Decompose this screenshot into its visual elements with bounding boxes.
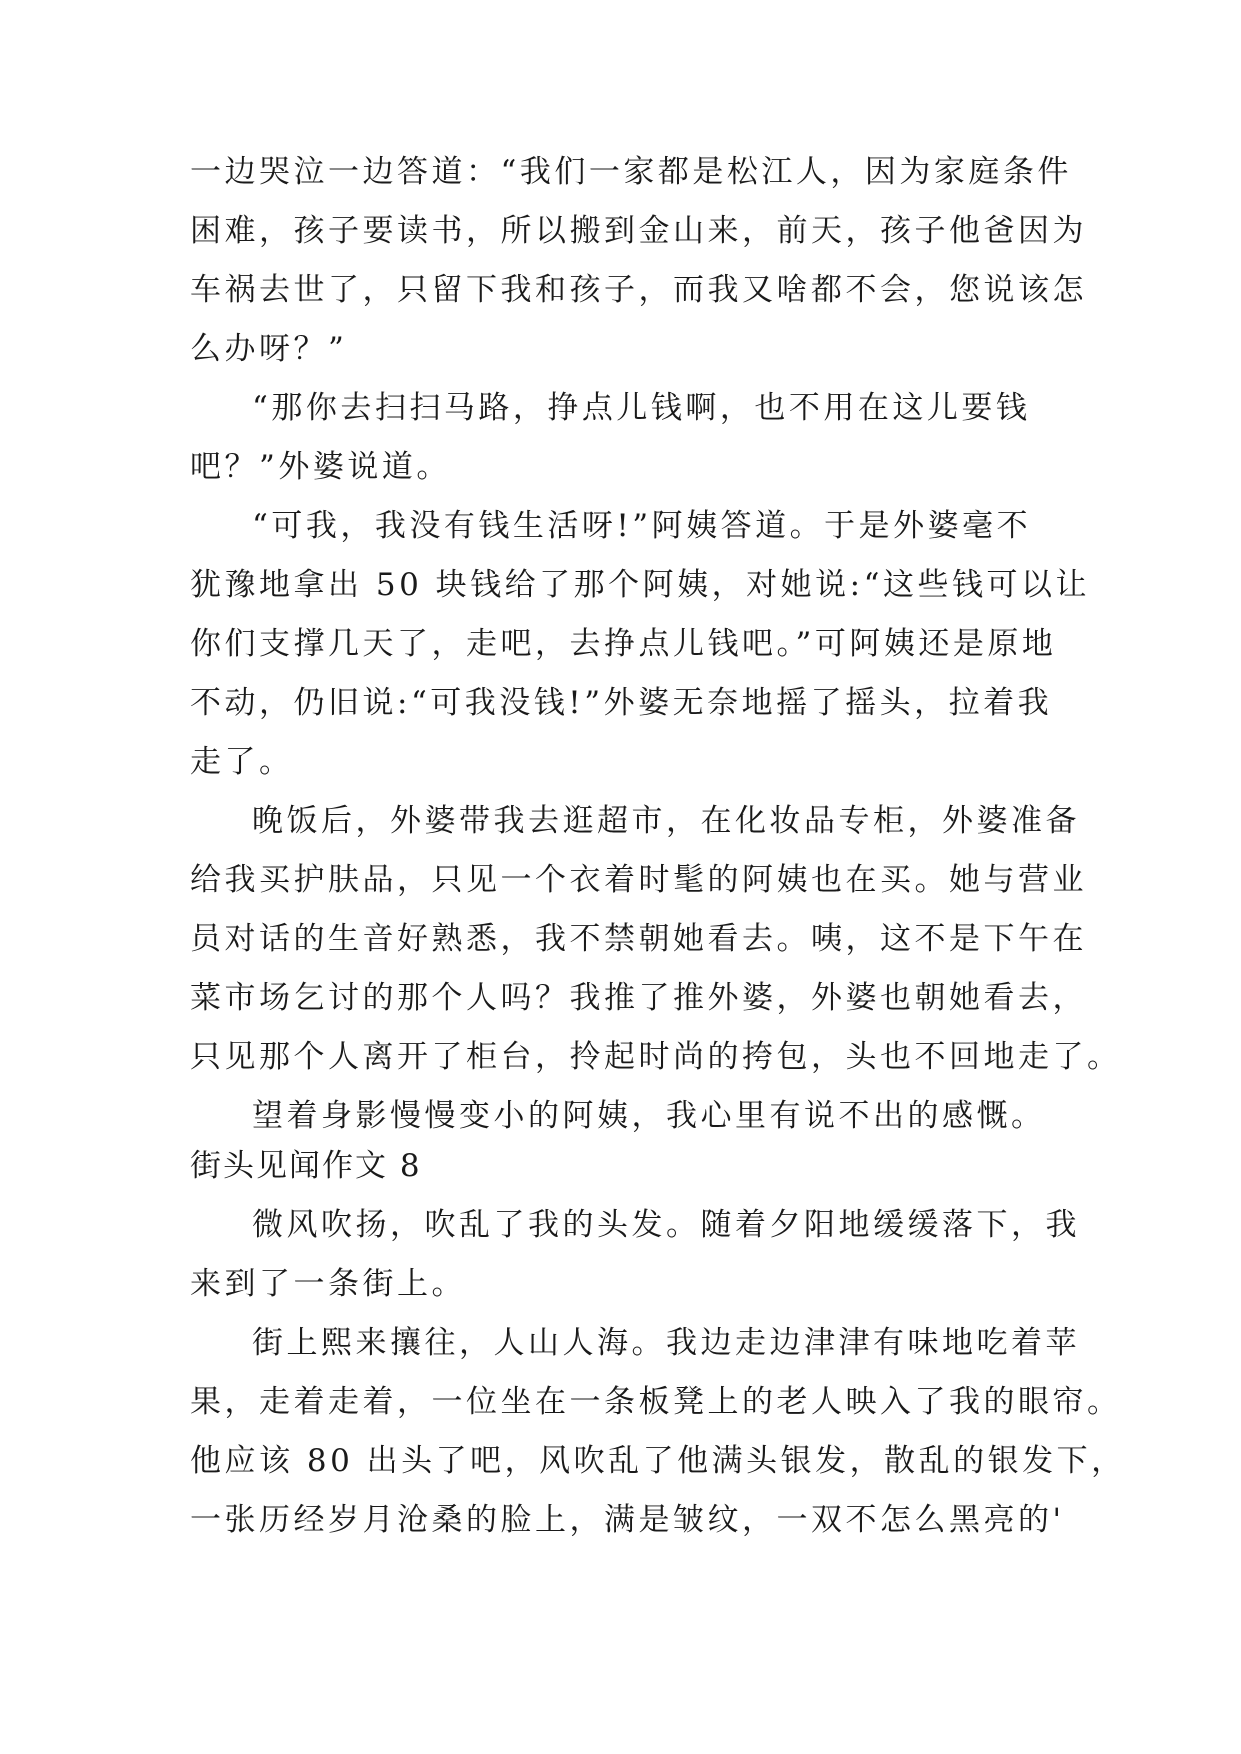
text-line: 困难，孩子要读书，所以搬到金山来，前天，孩子他爸因为	[190, 213, 1087, 249]
text-line: 不动，仍旧说:“可我没钱!”外婆无奈地摇了摇头，拉着我	[190, 685, 1053, 721]
text-line: 车祸去世了，只留下我和孩子，而我又啥都不会，您说该怎	[190, 272, 1087, 308]
text-line: 么办呀？”	[190, 331, 348, 367]
paragraph-line: “可我，我没有钱生活呀!”阿姨答道。于是外婆毫不	[252, 508, 1032, 544]
text-line: 菜市场乞讨的那个人吗？我推了推外婆，外婆也朝她看去，	[190, 980, 1087, 1016]
paragraph-line: “那你去扫扫马路，挣点儿钱啊，也不用在这儿要钱	[252, 390, 1031, 426]
paragraph-line: 望着身影慢慢变小的阿姨，我心里有说不出的感慨。	[252, 1098, 1046, 1134]
text-line: 员对话的生音好熟悉，我不禁朝她看去。咦，这不是下午在	[190, 921, 1087, 957]
text-line: 果，走着走着，一位坐在一条板凳上的老人映入了我的眼帘。	[190, 1384, 1122, 1420]
paragraph-line: 微风吹扬，吹乱了我的头发。随着夕阳地缓缓落下，我	[252, 1207, 1080, 1243]
text-line: 犹豫地拿出 50 块钱给了那个阿姨，对她说:“这些钱可以让	[190, 567, 1090, 603]
text-line: 来到了一条街上。	[190, 1266, 466, 1302]
paragraph-line: 晚饭后，外婆带我去逛超市，在化妆品专柜，外婆准备	[252, 803, 1080, 839]
text-line: 走了。	[190, 744, 294, 780]
text-line: 给我买护肤品，只见一个衣着时髦的阿姨也在买。她与营业	[190, 862, 1087, 898]
section-heading: 街头见闻作文 8	[190, 1148, 422, 1184]
paragraph-line: 街上熙来攘往，人山人海。我边走边津津有味地吃着苹	[252, 1325, 1080, 1361]
text-line: 你们支撑几天了，走吧，去挣点儿钱吧。”可阿姨还是原地	[190, 626, 1057, 662]
text-line: 他应该 80 出头了吧，风吹乱了他满头银发，散乱的银发下，	[190, 1443, 1126, 1479]
text-line: 一张历经岁月沧桑的脸上，满是皱纹，一双不怎么黑亮的'	[190, 1502, 1065, 1538]
text-line: 一边哭泣一边答道：“我们一家都是松江人，因为家庭条件	[190, 154, 1072, 190]
text-line: 吧？”外婆说道。	[190, 449, 451, 485]
text-line: 只见那个人离开了柜台，拎起时尚的挎包，头也不回地走了。	[190, 1039, 1122, 1075]
